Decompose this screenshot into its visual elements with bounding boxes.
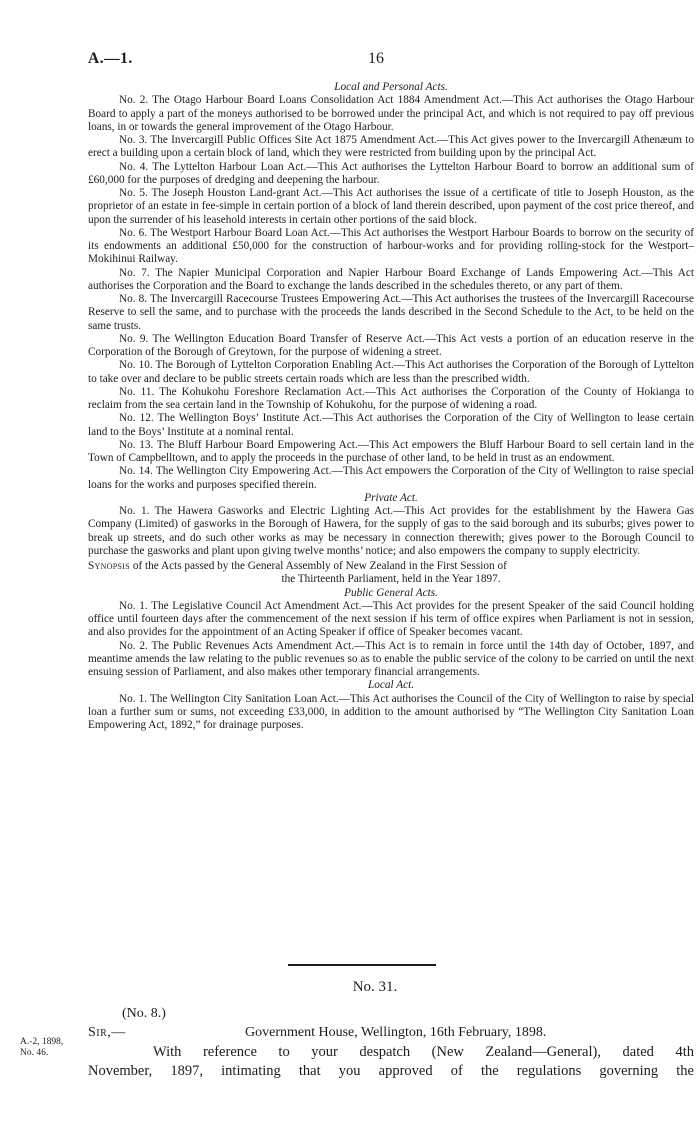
- letter-number: No. 31.: [352, 979, 398, 995]
- act-paragraph: No. 4. The Lyttelton Harbour Loan Act.—This Act authorises the Lyttelton Harbour Board to borrow an additional sum of £60,000 for the purposes of dredging and deepening the harbour.: [88, 160, 694, 186]
- letter-body: [88, 1043, 694, 1081]
- salutation: [88, 1025, 126, 1041]
- local-personal-heading: Local and Personal Acts.: [334, 81, 448, 93]
- letter-ref: (No. 8.): [122, 1006, 166, 1021]
- act-paragraph: No. 3. The Invercargill Public Offices Site Act 1875 Amendment Act.—This Act gives power to the Invercargill Athenæum to erect a building upon a certain block of land, which they were restricted from building upon by the principal Act.: [88, 134, 694, 160]
- act-paragraph: No. 8. The Invercargill Racecourse Trustees Empowering Act.—This Act authorises the trustees of the Invercargill Racecourse Reserve to sell the same, and to purchase with the proceeds the lands described in the Second Schedule to the Act, to be held on the same trusts.: [88, 293, 694, 332]
- act-paragraph: No. 7. The Napier Municipal Corporation and Napier Harbour Board Exchange of Lands Empowering Act.—This Act authorises the Corporation and the Board to exchange the lands described in the schedules thereto, or any part of them.: [88, 266, 694, 292]
- synopsis-paragraph: [88, 560, 694, 573]
- act-paragraph: No. 12. The Wellington Boys’ Institute Act.—This Act authorises the Corporation of the City of Wellington to lease certain land to the Boys’ Institute at a nominal rental.: [88, 412, 694, 438]
- margin-reference: [20, 1037, 80, 1059]
- section-id: A.—1.: [88, 50, 133, 67]
- margin-ref-line: No. 46.: [20, 1048, 49, 1058]
- local-personal-list: [88, 94, 694, 492]
- synopsis-lead: Synopsis: [88, 560, 131, 572]
- letter-body-line: [88, 1043, 694, 1062]
- letter-body-line: November, 1897, intimating that you approved of the regulations governing the: [88, 1063, 694, 1079]
- margin-ref-line: A.-2, 1898,: [20, 1037, 64, 1047]
- act-paragraph: No. 2. The Public Revenues Acts Amendment Act.—This Act is to remain in force until the 14th day of October, 1897, and meantime amends the law relating to the public revenues so as to enable the public service of the colony to be carried on until the next ensuing session of Parliament, and also makes other temporary financial arrangements.: [88, 639, 694, 678]
- page-header: [88, 50, 650, 70]
- act-paragraph: No. 10. The Borough of Lyttelton Corporation Enabling Act.—This Act authorises the Corporation of the Borough of Lyttelton to take over and declare to be public streets certain roads which are less than the prescribed width.: [88, 359, 694, 385]
- dateline: Government House, Wellington, 16th February, 1898.: [245, 1025, 547, 1040]
- section-divider: [288, 964, 436, 966]
- act-paragraph: No. 1. The Hawera Gasworks and Electric Lighting Act.—This Act provides for the establishment by the Hawera Gas Company (Limited) of gasworks in the Borough of Hawera, for the supply of gas to the said borough and its suburbs; gives power to break up streets, and do such other works as may be necessary in connection therewith; gives power to the Borough Council to purchase the gasworks and plant upon giving twelve months’ notice; and also empowers the company to supply electricity.: [88, 505, 694, 557]
- act-paragraph: No. 2. The Otago Harbour Board Loans Consolidation Act 1884 Amendment Act.—This Act authorises the Otago Harbour Board to apply a part of the moneys authorised to be borrowed under the principal Act, and which is not required to pay off previous loans, in or towards the general improvement of the Otago Harbour.: [88, 94, 694, 133]
- act-paragraph: No. 1. The Legislative Council Act Amendment Act.—This Act provides for the present Speaker of the said Council holding office until fourteen days after the commencement of the next session if his term of office expires when Parliament is not in session, and also provides for the appointment of an Acting Speaker if office of Speaker becomes vacant.: [88, 599, 694, 639]
- public-general-heading: Public General Acts.: [344, 586, 438, 599]
- letter-line-1: With reference to your despatch (New Zealand—General), dated 4th: [153, 1044, 694, 1060]
- act-paragraph: No. 6. The Westport Harbour Board Loan Act.—This Act authorises the Westport Harbour Boards to borrow on the security of its endowments an additional £50,000 for the construction of harbour-works and for providing rolling-stock for the Westport–Mokihinui Railway.: [88, 226, 694, 266]
- act-paragraph: No. 9. The Wellington Education Board Transfer of Reserve Act.—This Act vests a portion of an education reserve in the Corporation of the Borough of Greytown, for the purpose of widening a street.: [88, 332, 694, 358]
- synopsis-text: of the Acts passed by the General Assembly of New Zealand in the First Session of: [132, 560, 507, 572]
- act-paragraph: No. 5. The Joseph Houston Land-grant Act.—This Act authorises the issue of a certificate of title to Joseph Houston, as the proprietor of an estate in fee-simple in certain portion of a block of land therein described, upon payment of the cost price thereof, and upon the surrender of his leasehold interests in certain other portions of the said block.: [88, 187, 694, 226]
- salutation-text: Sir,—: [88, 1025, 126, 1040]
- local-act-heading: Local Act.: [367, 679, 415, 692]
- act-paragraph: No. 11. The Kohukohu Foreshore Reclamation Act.—This Act authorises the Corporation of the County of Hokianga to reclaim from the sea certain land in the Township of Kohukohu, for the purpose of widening a road.: [88, 385, 694, 411]
- act-paragraph: No. 14. The Wellington City Empowering Act.—This Act empowers the Corporation of the City of Wellington to raise special loans for the works and purposes specified therein.: [88, 465, 694, 491]
- private-act-heading: Private Act.: [364, 491, 418, 504]
- synopsis-title: the Thirteenth Parliament, held in the Year 1897.: [281, 573, 501, 586]
- page-number: 16: [368, 50, 384, 67]
- act-paragraph: No. 13. The Bluff Harbour Board Empowering Act.—This Act empowers the Bluff Harbour Board to sell certain land in the Town of Campbelltown, and to apply the proceeds in the purchase of other land, to be held in trust as an endowment.: [88, 438, 694, 464]
- act-paragraph: No. 1. The Wellington City Sanitation Loan Act.—This Act authorises the Council of the City of Wellington to raise by special loan a further sum or sums, not exceeding £33,000, in addition to the amount authorised by “The Wellington City Sanitation Loan Empowering Act, 1892,” for drainage purposes.: [88, 692, 694, 731]
- document-body: [88, 81, 694, 732]
